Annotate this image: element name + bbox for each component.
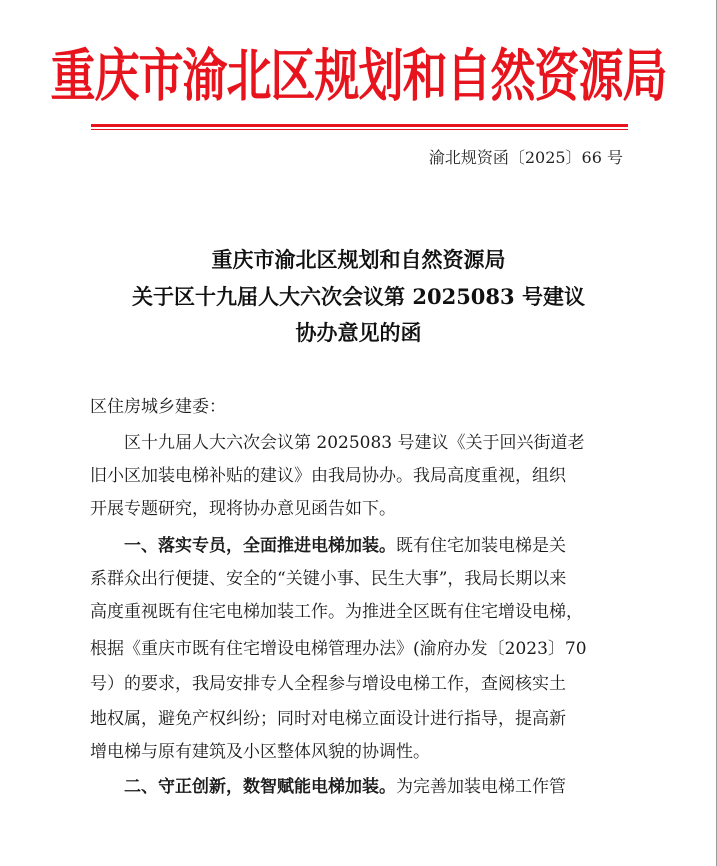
document-number: 渝北规资函〔2025〕66 号 [428,148,623,167]
section-1-heading: 一、落实专员，全面推进电梯加装。 [124,536,396,556]
section-1-line-7: 增电梯与原有建筑及小区整体风貌的协调性。 [90,742,430,762]
intro-line-2: 旧小区加装电梯补贴的建议》由我局协办。我局高度重视，组织 [90,466,566,486]
header-red-rule-thick [91,124,628,127]
document-title-line-1: 重庆市渝北区规划和自然资源局 [211,247,506,272]
section-1-line-3: 高度重视既有住宅电梯加装工作。为推进全区既有住宅增设电梯， [90,602,583,622]
section-1-line-6: 地权属，避免产权纠纷；同时对电梯立面设计进行指导，提高新 [90,709,566,729]
section-2-first-line-text: 为完善加装电梯工作管 [396,777,566,797]
document-title-line-2: 关于区十九届人大六次会议第 2025083 号建议 [132,284,585,309]
section-1-line-4: 根据《重庆市既有住宅增设电梯管理办法》(渝府办发〔2023〕70 [90,639,587,659]
intro-line-1: 区十九届人大六次会议第 2025083 号建议《关于回兴街道老 [124,433,585,453]
section-2-first-line [124,775,630,799]
section-1-line-2: 系群众出行便捷、安全的“关键小事、民生大事”，我局长期以来 [90,569,567,589]
section-1-first-line-text: 既有住宅加装电梯是关 [396,536,566,556]
header-red-rule-thin [91,129,628,130]
document-title-line-3: 协办意见的函 [295,320,422,345]
section-1-line-5: 号）的要求，我局安排专人全程参与增设电梯工作，查阅核实土 [90,674,566,694]
issuer-header-title: 重庆市渝北区规划和自然资源局 [50,42,667,109]
section-2-heading: 二、守正创新，数智赋能电梯加装。 [124,777,396,797]
intro-line-3: 开展专题研究，现将协办意见函告如下。 [90,499,396,519]
section-1-first-line [124,534,630,558]
recipient-line: 区住房城乡建委： [90,397,226,417]
